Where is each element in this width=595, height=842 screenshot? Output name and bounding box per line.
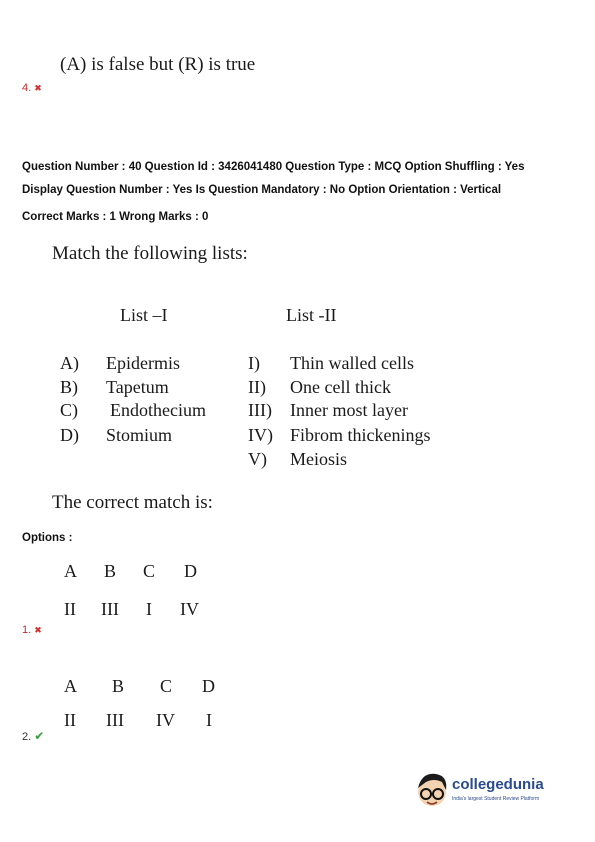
list-1-item: Tapetum [106, 377, 169, 397]
question-meta-line-2: Display Question Number : Yes Is Question Mandatory : No Option Orientation : Vertical [22, 184, 502, 196]
list-2-label: II) [248, 377, 266, 397]
option-letter: C [143, 561, 156, 581]
list-1-item: Endothecium [110, 400, 206, 420]
options-label: Options : [22, 532, 73, 544]
option-number: 1. ✖ [22, 624, 42, 636]
previous-option-number: 4. ✖ [22, 82, 42, 94]
list-1-item: Stomium [106, 425, 173, 445]
list-2-label: IV) [248, 425, 273, 445]
list-1-label: D) [60, 425, 79, 445]
option-letter: A [64, 561, 77, 581]
list-2-item: Thin walled cells [290, 353, 414, 373]
option-letter: D [202, 676, 215, 696]
previous-option-text: (A) is false but (R) is true [60, 54, 256, 75]
option-letter: B [104, 561, 117, 581]
option-letter: B [112, 676, 125, 696]
option-value: II [64, 710, 76, 730]
option-letter: D [184, 561, 197, 581]
list-2-item: Fibrom thickenings [290, 425, 431, 445]
option-value: IV [156, 710, 175, 730]
wrong-mark-icon: ✖ [34, 83, 42, 93]
question-prompt: Match the following lists: [52, 243, 248, 264]
option-number: 2. ✔ [22, 729, 45, 743]
list-1-item: Epidermis [106, 353, 180, 373]
option-value: IV [180, 599, 199, 619]
list-1-label: A) [60, 353, 79, 373]
list-2-item: One cell thick [290, 377, 391, 397]
collegedunia-logo [414, 770, 574, 814]
option-value: I [146, 599, 152, 619]
logo-tagline: India's largest Student Review Platform [452, 796, 540, 802]
option-value: II [64, 599, 76, 619]
list-2-label: V) [248, 449, 267, 469]
wrong-mark-icon: ✖ [34, 625, 42, 635]
list-1-header: List –I [120, 305, 168, 325]
list-1-label: C) [60, 400, 78, 420]
correct-check-icon: ✔ [34, 729, 45, 743]
option-letter: A [64, 676, 77, 696]
list-2-label: III) [248, 400, 272, 420]
correct-match-label: The correct match is: [52, 492, 213, 513]
list-2-item: Inner most layer [290, 400, 408, 420]
mascot-icon [414, 770, 450, 810]
option-value: III [101, 599, 119, 619]
option-value: III [106, 710, 124, 730]
option-value: I [206, 710, 212, 730]
list-2-header: List -II [286, 305, 337, 325]
list-2-label: I) [248, 353, 260, 373]
list-2-item: Meiosis [290, 449, 348, 469]
option-letter: C [160, 676, 173, 696]
question-meta-line-3: Correct Marks : 1 Wrong Marks : 0 [22, 211, 209, 223]
list-1-label: B) [60, 377, 78, 397]
logo-name: collegedunia [452, 776, 544, 793]
question-meta-line-1: Question Number : 40 Question Id : 3426041480 Question Type : MCQ Option Shuffling : Yes [22, 161, 525, 173]
